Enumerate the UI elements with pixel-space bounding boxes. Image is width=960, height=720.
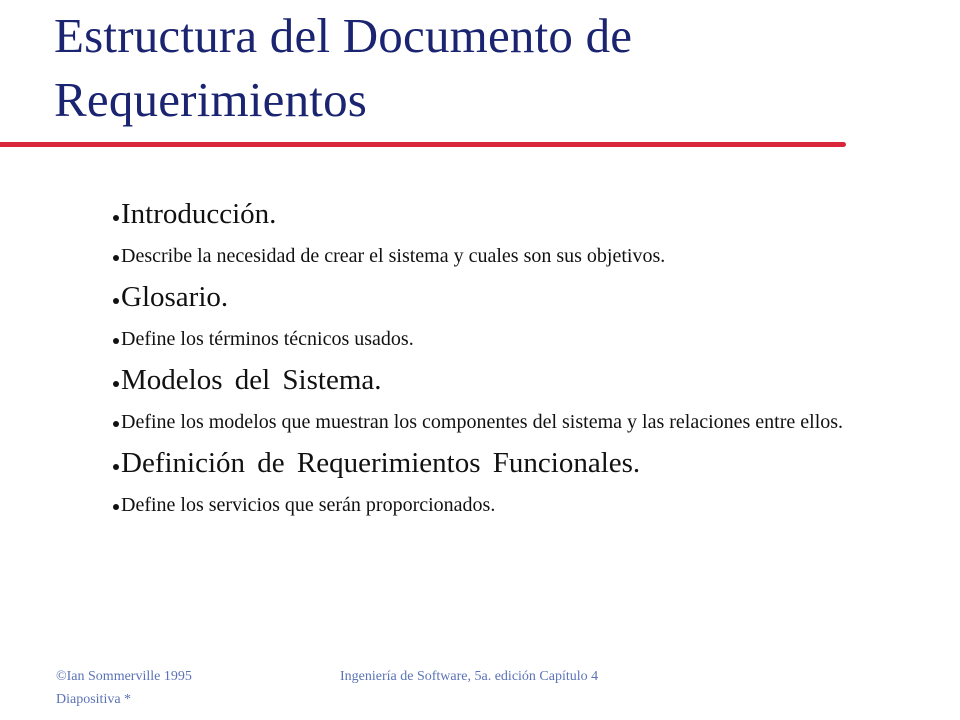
footer-book: Ingeniería de Software, 5a. edición Capítulo 4 [340,669,599,684]
bullet-dot-icon [113,504,119,510]
bullet-text: Define los modelos que muestran los componentes del sistema y las relaciones entre ellos. [121,411,844,433]
bullet-dot-icon [113,255,119,261]
bullet-text: Define los términos técnicos usados. [121,328,414,350]
bullet-item-modelos [113,360,873,400]
bullet-item-definicion [113,443,873,483]
footer-copyright: ©Ian Sommerville 1995 [56,669,192,684]
bullet-text: Introducción. [121,198,277,230]
slide-title: Estructura del Documento de Requerimientos [54,8,633,127]
bullet-text: Modelos del Sistema. [121,364,382,396]
footer-left [56,665,192,711]
bullet-dot-icon [113,215,119,221]
bullet-text: Glosario. [121,281,229,313]
bullet-dot-icon [113,381,119,387]
footer-slide-label: Diapositiva * [56,692,132,707]
sub-bullet-item [113,408,873,437]
bullet-dot-icon [113,421,119,427]
bullet-text: Define los servicios que serán proporcionados. [121,494,496,516]
bullet-list [113,188,873,520]
sub-bullet-item [113,491,873,520]
bullet-item-glosario [113,277,873,317]
title-underline [0,142,846,147]
bullet-dot-icon [113,338,119,344]
bullet-dot-icon [113,464,119,470]
sub-bullet-item [113,242,873,271]
bullet-dot-icon [113,298,119,304]
bullet-text: Describe la necesidad de crear el sistema y cuales son sus objetivos. [121,245,666,267]
sub-bullet-item [113,325,873,354]
bullet-item-introduccion [113,194,873,234]
bullet-text: Definición de Requerimientos Funcionales. [121,447,641,479]
